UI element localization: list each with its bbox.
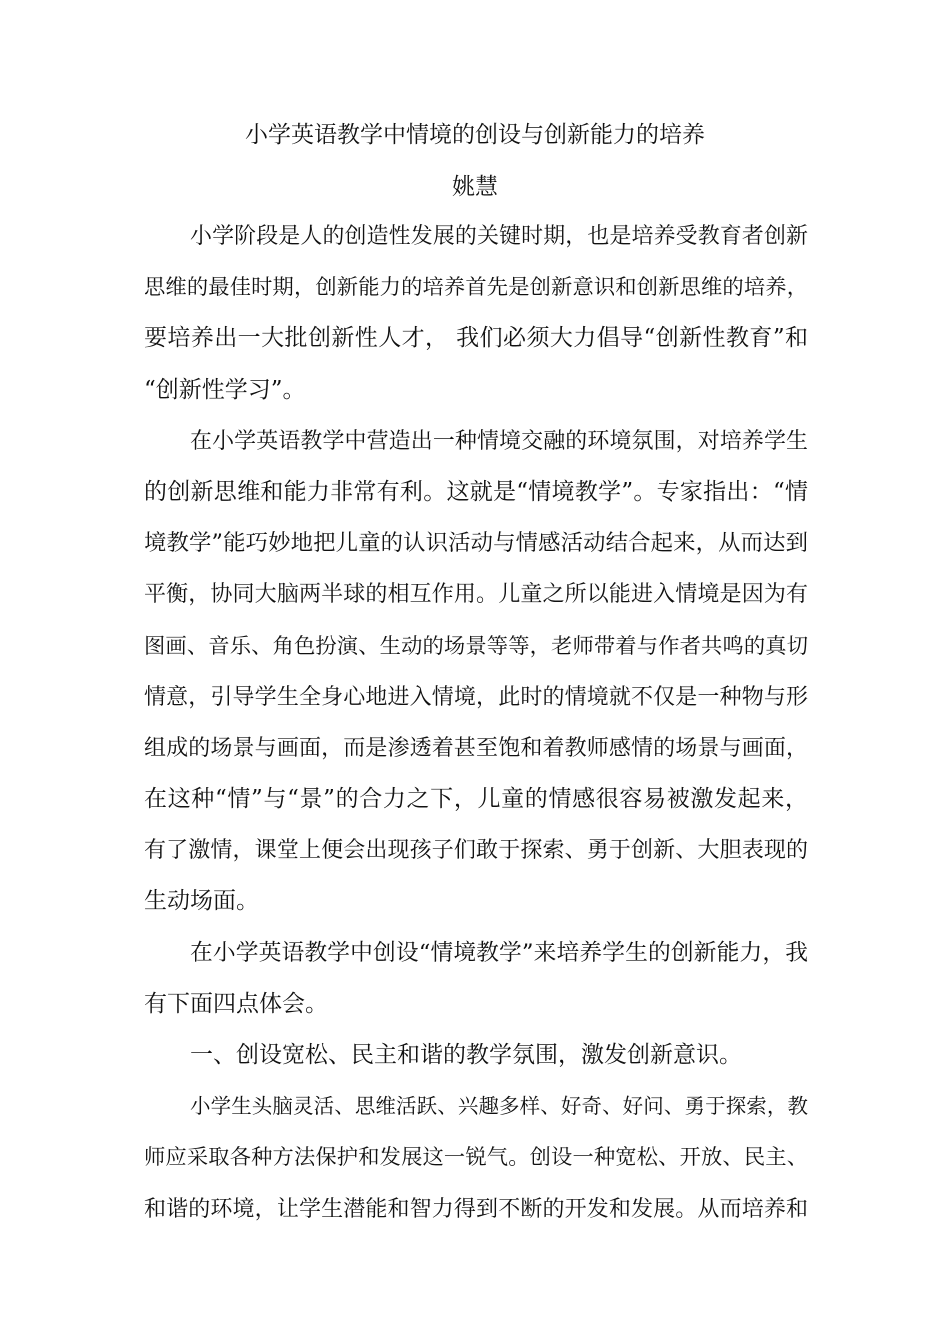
paragraph-line: 和谐的环境，让学生潜能和智力得到不断的开发和发展。从而培养和 (144, 1196, 808, 1222)
paragraph-line: 情意，引导学生全身心地进入情境，此时的情境就不仅是一种物与形 (144, 684, 808, 710)
paragraph (144, 928, 808, 1030)
paragraph-line: 在这种“情”与“景”的合力之下，儿童的情感很容易被激发起来， (144, 786, 808, 813)
paragraph-line: 小学生头脑灵活、思维活跃、兴趣多样、好奇、好问、勇于探索，教 (190, 1094, 808, 1119)
paragraph-line: 小学阶段是人的创造性发展的关键时期，也是培养受教育者创新 (190, 224, 808, 249)
paragraph-line: 一、创设宽松、民主和谐的教学氛围，激发创新意识。 (190, 1042, 742, 1068)
paragraph-line: 在小学英语教学中创设“情境教学”来培养学生的创新能力，我 (190, 939, 808, 966)
paragraph (144, 1081, 808, 1235)
paragraph-line: “创新性学习”。 (144, 376, 306, 403)
paragraph-line: 境教学”能巧妙地把儿童的认识活动与情感活动结合起来，从而达到 (144, 530, 808, 557)
paragraph-line: 图画、音乐、角色扮演、生动的场景等等，老师带着与作者共鸣的真切 (144, 633, 808, 659)
paragraph-line: 在小学英语教学中营造出一种情境交融的环境氛围，对培养学生 (190, 428, 808, 454)
document-body (144, 211, 808, 1235)
paragraph-line: 组成的场景与画面，而是渗透着甚至饱和着教师感情的场景与画面， (144, 735, 808, 761)
paragraph (144, 211, 808, 416)
document-title: 小学英语教学中情境的创设与创新能力的培养 (245, 122, 705, 148)
paragraph-line: 的创新思维和能力非常有利。这就是“情境教学”。专家指出：“情 (144, 478, 808, 505)
paragraph-line: 平衡，协同大脑两半球的相互作用。儿童之所以能进入情境是因为有 (144, 582, 808, 608)
paragraph-line: 生动场面。 (144, 888, 259, 915)
paragraph-line: 师应采取各种方法保护和发展这一锐气。创设一种宽松、开放、民主、 (144, 1145, 808, 1171)
paragraph-line: 有下面四点体会。 (144, 990, 328, 1017)
paragraph-line: 要培养出一大批创新性人才， 我们必须大力倡导“创新性教育”和 (144, 325, 808, 352)
paragraph-line: 思维的最佳时期，创新能力的培养首先是创新意识和创新思维的培养， (144, 275, 808, 301)
section-heading (144, 1030, 808, 1081)
paragraph (144, 416, 808, 928)
paragraph-line: 有了激情，课堂上便会出现孩子们敢于探索、勇于创新、大胆表现的 (144, 838, 808, 864)
document-author: 姚慧 (452, 174, 498, 200)
